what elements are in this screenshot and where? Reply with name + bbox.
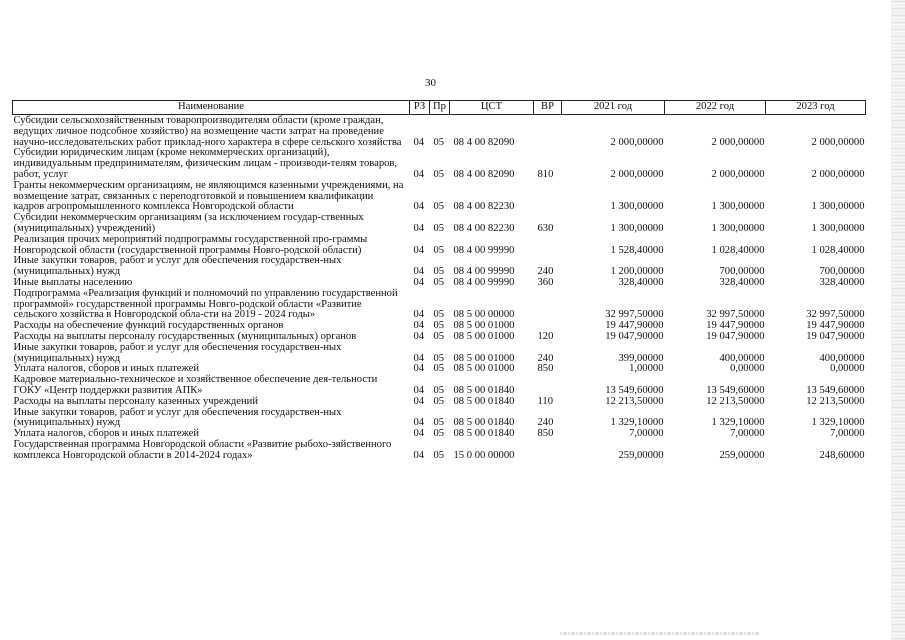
row-2021: 399,00000 <box>618 352 664 364</box>
row-name: Иные закупки товаров, работ и услуг для обеспечения государствен-ных (муниципальных) нужд <box>13 255 342 278</box>
row-2021: 2 000,00000 <box>610 136 664 148</box>
row-pr: 05 <box>433 276 445 288</box>
row-name: Иные выплаты населению <box>13 276 133 288</box>
row-name: Субсидии некоммерческим организациям (за исключением государ-ственных (муниципальных) учреждений) <box>13 212 364 234</box>
row-2022: 7,00000 <box>730 428 765 440</box>
row-rz: 04 <box>413 395 425 407</box>
row-rz: 04 <box>413 320 425 332</box>
row-2023: 2 000,00000 <box>811 136 865 148</box>
row-2022: 1 300,00000 <box>711 201 765 213</box>
row-name: Субсидии юридическим лицам (кроме некоммерческих организаций), индивидуальным предпринимателям, физическим лицам - производи-телям товаров, работ, услуг <box>13 147 398 180</box>
row-rz: 04 <box>413 276 425 288</box>
row-2022: 12 213,50000 <box>706 395 765 407</box>
row-vr: 850 <box>537 363 554 375</box>
row-pr: 05 <box>433 417 445 429</box>
row-2023: 0,00000 <box>830 363 865 375</box>
row-rz: 04 <box>413 417 425 429</box>
row-cst: 08 4 00 82090 <box>453 136 515 148</box>
row-pr: 05 <box>433 384 445 396</box>
row-cst: 08 5 00 01000 <box>453 363 515 375</box>
table-row <box>13 375 866 397</box>
row-2021: 1 329,10000 <box>610 417 664 429</box>
row-2021: 1,00000 <box>629 363 664 375</box>
header-rz: РЗ <box>410 101 430 115</box>
row-name: Государственная программа Новгородской области «Развитие рыбохо-зяйственного комплекса Новгородской области в 2014-2024 годах» <box>13 438 392 461</box>
row-2023: 1 028,40000 <box>811 244 865 256</box>
table-row <box>13 213 866 235</box>
row-2022: 19 447,90000 <box>706 320 765 332</box>
row-rz: 04 <box>413 168 425 180</box>
row-rz: 04 <box>413 309 425 321</box>
table-header-row <box>13 101 866 115</box>
row-2023: 1 329,10000 <box>811 417 865 429</box>
row-cst: 08 4 00 99990 <box>453 266 515 278</box>
row-2023: 7,00000 <box>830 428 865 440</box>
row-2022: 0,00000 <box>730 363 765 375</box>
row-cst: 08 5 00 01840 <box>453 417 515 429</box>
row-2023: 2 000,00000 <box>811 168 865 180</box>
row-2022: 1 300,00000 <box>711 222 765 234</box>
row-2021: 1 300,00000 <box>610 201 664 213</box>
row-cst: 08 5 00 01840 <box>453 384 515 396</box>
table-row <box>13 115 866 149</box>
row-vr: 630 <box>537 222 554 234</box>
row-2021: 2 000,00000 <box>610 168 664 180</box>
row-rz: 04 <box>413 330 425 342</box>
row-name: Расходы на обеспечение функций государственных органов <box>13 320 284 332</box>
table-row <box>13 397 866 408</box>
row-cst: 08 4 00 99990 <box>453 244 515 256</box>
row-2021: 19 047,90000 <box>605 330 664 342</box>
header-2023: 2023 год <box>766 101 866 115</box>
row-vr <box>534 181 562 213</box>
row-cst: 08 5 00 01000 <box>453 352 515 364</box>
row-vr: 240 <box>537 352 554 364</box>
row-2021: 32 997,50000 <box>605 309 664 321</box>
row-2022: 1 329,10000 <box>711 417 765 429</box>
row-cst: 08 5 00 01840 <box>453 428 515 440</box>
header-vr: ВР <box>534 101 562 115</box>
row-name: Субсидии сельскохозяйственным товаропроизводителям области (кроме граждан, ведущих личное подсобное хозяйство) на возмещение части затрат на проведение научно-исследовательских работ приклад-ного характера в сфере сельского хозяйства <box>13 115 402 148</box>
row-2021: 7,00000 <box>629 428 664 440</box>
row-vr: 810 <box>537 168 554 180</box>
budget-table <box>12 100 866 462</box>
table-row <box>13 256 866 278</box>
row-vr: 110 <box>537 395 553 407</box>
row-2023: 1 300,00000 <box>811 222 865 234</box>
row-pr: 05 <box>433 449 445 461</box>
row-pr: 05 <box>433 136 445 148</box>
row-2022: 13 549,60000 <box>706 384 765 396</box>
row-name: Расходы на выплаты персоналу казенных учреждений <box>13 395 258 407</box>
row-vr: 360 <box>537 276 554 288</box>
row-pr: 05 <box>433 428 445 440</box>
table-row <box>13 289 866 321</box>
row-name: Подпрограмма «Реализация функций и полномочий по управлению государственной программой» государственной программы Новго-родской области «Развитие сельского хозяйства в Новгородской обла-сти на 2019 - 2024 годы» <box>13 287 398 321</box>
row-name: Кадровое материально-техническое и хозяйственное обеспечение дея-тельности ГОКУ «Центр поддержки развития АПК» <box>13 374 378 396</box>
row-2023: 19 047,90000 <box>806 330 865 342</box>
row-2023: 1 300,00000 <box>811 201 865 213</box>
row-cst: 08 5 00 01840 <box>453 395 515 407</box>
table-row <box>13 440 866 462</box>
row-vr: 240 <box>537 417 554 429</box>
table-body <box>13 115 866 462</box>
row-2023: 13 549,60000 <box>806 384 865 396</box>
row-cst: 15 0 00 00000 <box>453 449 515 461</box>
row-rz: 04 <box>413 201 425 213</box>
row-rz: 04 <box>413 136 425 148</box>
row-rz: 04 <box>413 266 425 278</box>
row-vr <box>534 375 562 397</box>
row-vr <box>534 289 562 321</box>
row-rz: 04 <box>413 384 425 396</box>
row-name: Расходы на выплаты персоналу государственных (муниципальных) органов <box>13 330 357 342</box>
row-2021: 12 213,50000 <box>605 395 664 407</box>
row-cst: 08 5 00 00000 <box>453 309 515 321</box>
row-pr: 05 <box>433 330 445 342</box>
row-2023: 19 447,90000 <box>806 320 865 332</box>
row-vr: 850 <box>537 428 554 440</box>
scan-edge-artifact <box>891 0 905 640</box>
row-2021: 259,00000 <box>618 449 664 461</box>
row-2021: 19 447,90000 <box>605 320 664 332</box>
row-pr: 05 <box>433 395 445 407</box>
row-name: Гранты некоммерческим организациям, не являющимся казенными учреждениями, на возмещение затрат, связанных с переподготовкой и повышением квалификации кадров агропромышленного комплекса Новгородской области <box>13 179 404 213</box>
row-rz: 04 <box>413 222 425 234</box>
row-pr: 05 <box>433 222 445 234</box>
row-2021: 1 300,00000 <box>610 222 664 234</box>
row-2022: 400,00000 <box>719 352 765 364</box>
scan-bottom-artifact <box>560 632 760 635</box>
table-row <box>13 148 866 180</box>
row-2022: 19 047,90000 <box>706 330 765 342</box>
row-2022: 32 997,50000 <box>706 309 765 321</box>
row-rz: 04 <box>413 352 425 364</box>
row-name: Реализация прочих мероприятий подпрограммы государственной про-граммы Новгородской области (государственной программы Новго-родской области) <box>13 233 368 256</box>
row-cst: 08 4 00 82230 <box>453 201 515 213</box>
row-2023: 248,60000 <box>819 449 865 461</box>
row-2023: 12 213,50000 <box>806 395 865 407</box>
row-name: Уплата налогов, сборов и иных платежей <box>13 363 200 375</box>
row-2022: 1 028,40000 <box>711 244 765 256</box>
row-vr <box>534 115 562 149</box>
row-2022: 259,00000 <box>719 449 765 461</box>
header-pr: Пр <box>430 101 450 115</box>
row-vr: 120 <box>537 330 554 342</box>
row-2022: 328,40000 <box>719 276 765 288</box>
header-2022: 2022 год <box>665 101 766 115</box>
row-pr: 05 <box>433 320 445 332</box>
table-row <box>13 181 866 213</box>
row-name: Уплата налогов, сборов и иных платежей <box>13 428 200 440</box>
header-cst: ЦСТ <box>450 101 534 115</box>
row-pr: 05 <box>433 363 445 375</box>
header-2021: 2021 год <box>562 101 665 115</box>
row-name: Иные закупки товаров, работ и услуг для обеспечения государствен-ных (муниципальных) нужд <box>13 341 342 364</box>
row-vr <box>534 440 562 462</box>
row-2023: 328,40000 <box>819 276 865 288</box>
page-number: 30 <box>425 77 436 89</box>
row-pr: 05 <box>433 201 445 213</box>
row-rz: 04 <box>413 244 425 256</box>
row-pr: 05 <box>433 266 445 278</box>
row-2023: 32 997,50000 <box>806 309 865 321</box>
row-2021: 1 200,00000 <box>610 266 664 278</box>
row-cst: 08 4 00 82230 <box>453 222 515 234</box>
row-cst: 08 4 00 99990 <box>453 276 515 288</box>
row-2023: 700,00000 <box>819 266 865 278</box>
row-rz: 04 <box>413 449 425 461</box>
table-row <box>13 408 866 430</box>
row-cst: 08 4 00 82090 <box>453 168 515 180</box>
row-name: Иные закупки товаров, работ и услуг для обеспечения государствен-ных (муниципальных) нужд <box>13 406 342 429</box>
row-rz: 04 <box>413 363 425 375</box>
row-2021: 328,40000 <box>618 276 664 288</box>
row-2022: 2 000,00000 <box>711 136 765 148</box>
row-2021: 13 549,60000 <box>605 384 664 396</box>
row-vr <box>534 235 562 257</box>
row-cst: 08 5 00 01000 <box>453 320 515 332</box>
row-2021: 1 528,40000 <box>610 244 664 256</box>
row-pr: 05 <box>433 309 445 321</box>
row-pr: 05 <box>433 352 445 364</box>
table-row <box>13 235 866 257</box>
row-vr: 240 <box>537 266 554 278</box>
header-name: Наименование <box>13 101 410 115</box>
row-rz: 04 <box>413 428 425 440</box>
row-2022: 2 000,00000 <box>711 168 765 180</box>
row-cst: 08 5 00 01000 <box>453 330 515 342</box>
table-row <box>13 343 866 365</box>
row-pr: 05 <box>433 168 445 180</box>
row-pr: 05 <box>433 244 445 256</box>
row-2023: 400,00000 <box>819 352 865 364</box>
row-2022: 700,00000 <box>719 266 765 278</box>
